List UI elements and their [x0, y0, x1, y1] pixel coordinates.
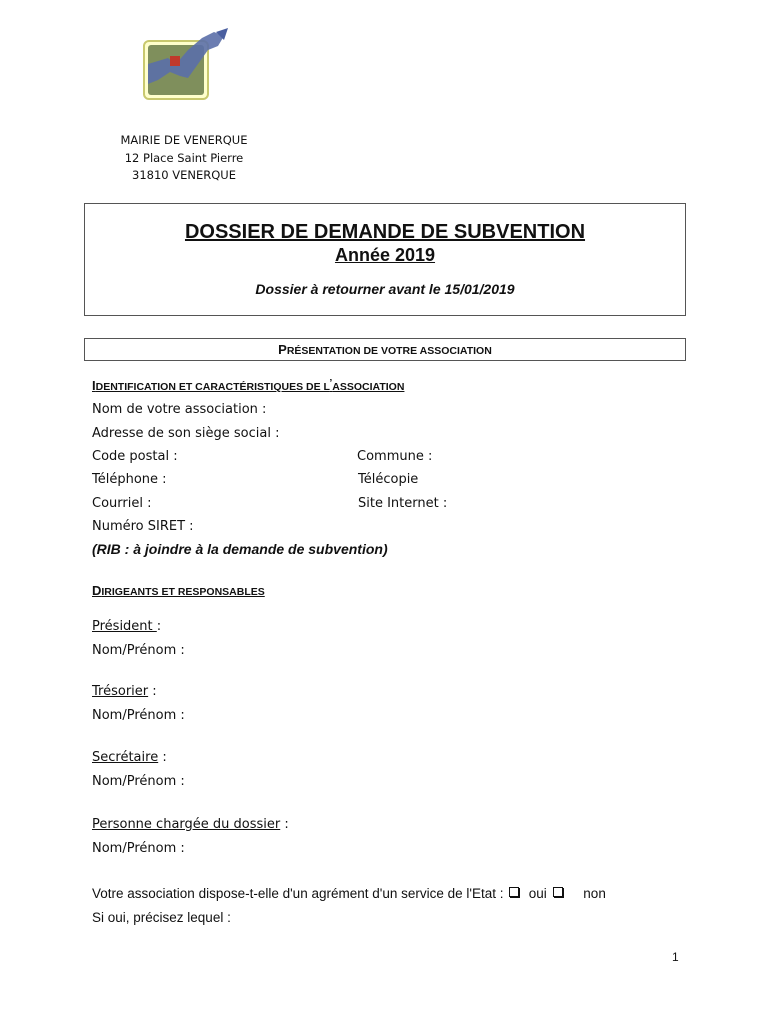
mairie-address: [114, 132, 254, 185]
non-checkbox[interactable]: [553, 887, 563, 897]
rib-note: (RIB : à joindre à la demande de subvention): [92, 541, 388, 557]
telephone-field: Téléphone :: [92, 472, 167, 487]
personne-role: Personne chargée du dossier: [92, 817, 281, 832]
oui-checkbox[interactable]: [509, 887, 519, 897]
non-label: non: [583, 886, 606, 901]
document-year: Année 2019: [334, 245, 436, 265]
secretaire-label: [92, 750, 167, 765]
colon: :: [284, 817, 289, 832]
colon: :: [156, 619, 162, 634]
secretaire-name-field: Nom/Prénom :: [92, 774, 185, 789]
section-title: [84, 338, 686, 361]
tresorier-name-field: Nom/Prénom :: [92, 708, 185, 723]
tresorier-label: [92, 684, 157, 699]
heading-initial: D: [92, 583, 102, 598]
personne-name-field: Nom/Prénom :: [92, 841, 185, 856]
dirigeants-heading: [92, 583, 265, 598]
page-number: 1: [672, 950, 679, 964]
heading-rest: IRIGEANTS ET RESPONSABLES: [101, 586, 265, 598]
email-field: Courriel :: [92, 496, 152, 511]
president-name-field: Nom/Prénom :: [92, 643, 185, 658]
return-deadline: Dossier à retourner avant le 15/01/2019: [255, 281, 515, 297]
colon: :: [152, 684, 157, 699]
heading-end: ASSOCIATION: [332, 381, 405, 393]
commune-field: Commune :: [357, 449, 433, 464]
association-name-field: Nom de votre association :: [92, 402, 267, 417]
identification-heading: [92, 378, 404, 393]
agrement-question: [92, 886, 606, 901]
address-line: 12 Place Saint Pierre: [124, 150, 244, 165]
colon: :: [162, 750, 167, 765]
heading-apostrophe: ’: [329, 377, 333, 389]
title-box: [84, 203, 686, 316]
heading-rest: DENTIFICATION ET CARACTÉRISTIQUES DE L: [95, 381, 330, 393]
secretaire-role: Secrétaire: [92, 750, 159, 765]
siret-field: Numéro SIRET :: [92, 519, 194, 534]
website-field: Site Internet :: [358, 496, 448, 511]
section-title-initial: P: [278, 342, 287, 357]
address-line: 31810 VENERQUE: [132, 168, 236, 182]
agrement-question-text: Votre association dispose-t-elle d'un agrément d'un service de l'Etat :: [92, 886, 504, 901]
document-title: DOSSIER DE DEMANDE DE SUBVENTION: [184, 221, 586, 243]
postal-code-field: Code postal :: [92, 449, 178, 464]
oui-label: oui: [528, 886, 547, 901]
mairie-logo: [104, 24, 232, 106]
agrement-precisez: Si oui, précisez lequel :: [92, 910, 231, 925]
section-title-rest: RÉSENTATION DE VOTRE ASSOCIATION: [286, 345, 492, 357]
tresorier-role: Trésorier: [92, 684, 149, 699]
personne-label: [92, 817, 289, 832]
president-label: [92, 619, 161, 634]
address-line: MAIRIE DE VENERQUE: [120, 133, 248, 147]
president-role: Président: [92, 619, 157, 634]
siege-address-field: Adresse de son siège social :: [92, 426, 280, 441]
heading-initial: I: [92, 378, 96, 393]
fax-field: Télécopie: [358, 472, 419, 487]
